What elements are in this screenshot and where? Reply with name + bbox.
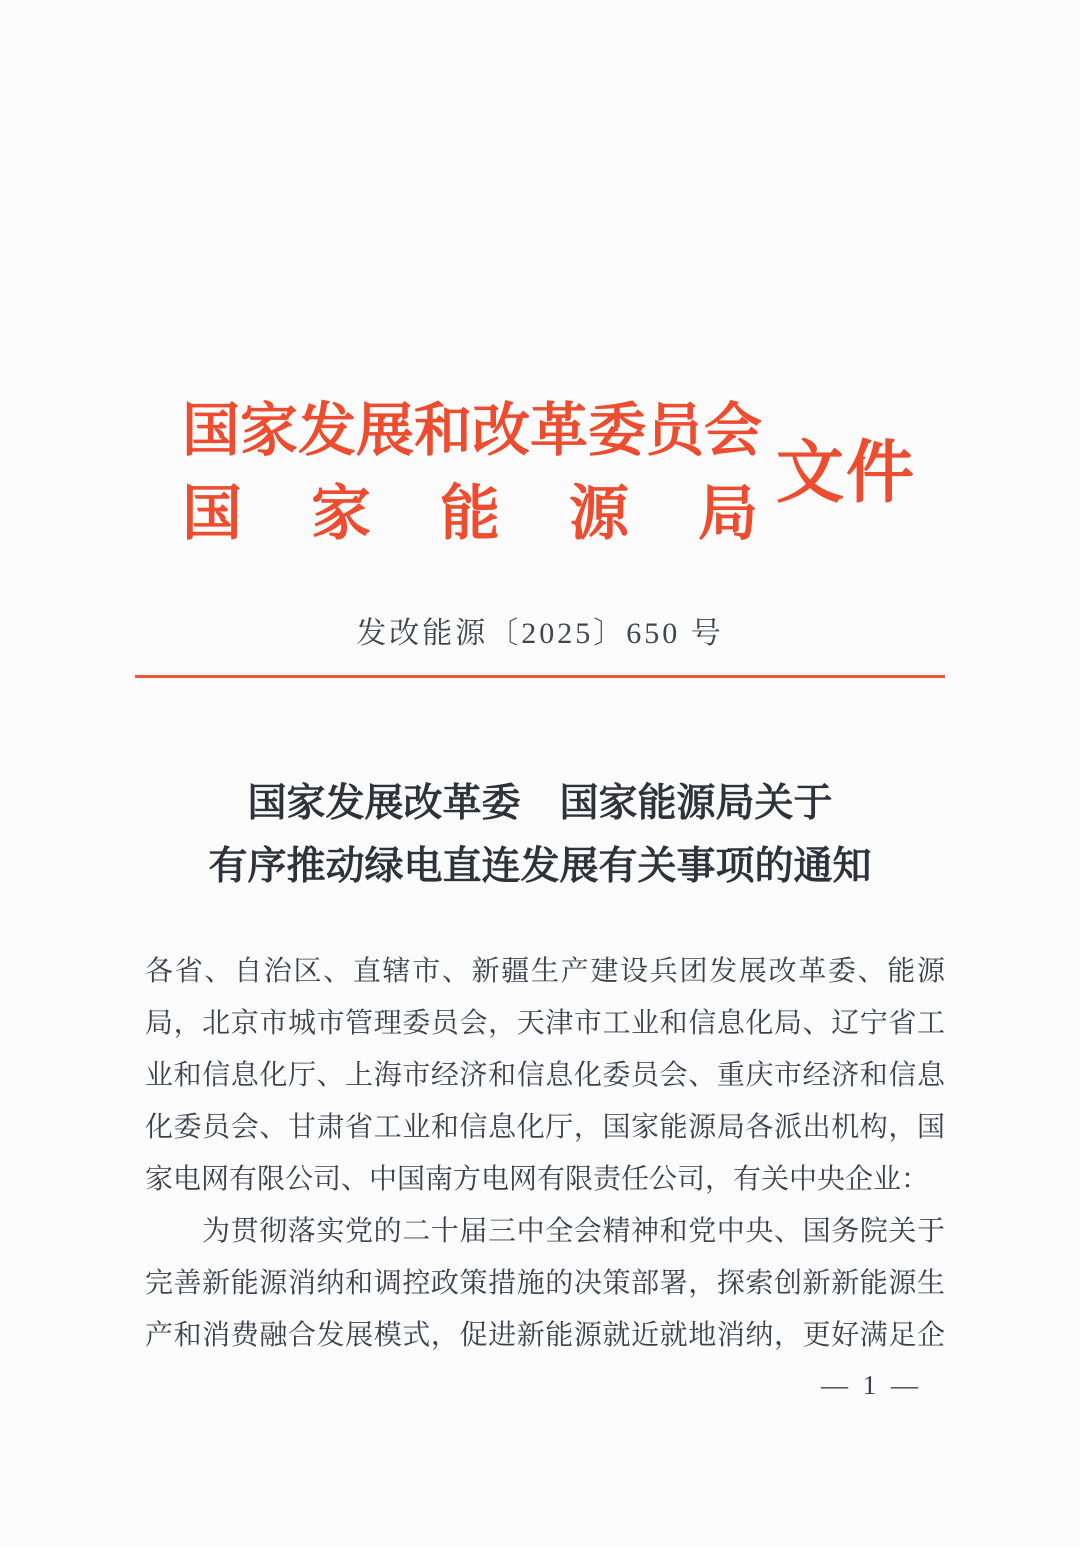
body-paragraph-line: 为贯彻落实党的二十届三中全会精神和党中央、国务院关于: [202, 1216, 945, 1247]
agency-name-line2: 国家能源局: [182, 481, 827, 547]
recipient-line: 局，北京市城市管理委员会，天津市工业和信息化局、辽宁省工: [145, 1008, 945, 1039]
doc-type-label: 文件: [776, 435, 917, 511]
recipient-line: 各省、自治区、直辖市、新疆生产建设兵团发展改革委、能源: [145, 956, 945, 987]
doc-body: [145, 946, 945, 1362]
recipient-line: 化委员会、甘肃省工业和信息化厅，国家能源局各派出机构，国: [145, 1112, 945, 1143]
body-paragraph-line: 产和消费融合发展模式，促进新能源就近就地消纳，更好满足企: [145, 1320, 945, 1351]
agency-name-line1: 国家发展和改革委员会: [182, 398, 763, 463]
body-paragraph-line: 完善新能源消纳和调控政策措施的决策部署，探索创新新能源生: [145, 1268, 945, 1299]
recipient-line: 业和信息化厅、上海市经济和信息化委员会、重庆市经济和信息: [145, 1060, 945, 1091]
doc-title-line2: 有序推动绿电直连发展有关事项的通知: [208, 845, 872, 888]
red-divider-line: [135, 675, 945, 678]
page-number: — 1 —: [821, 1370, 922, 1400]
recipient-line: 家电网有限公司、中国南方电网有限责任公司，有关中央企业：: [145, 1164, 930, 1195]
doc-title-line1: 国家发展改革委 国家能源局关于: [247, 782, 833, 825]
doc-title: [140, 772, 940, 898]
doc-reference-number: 发改能源〔2025〕650 号: [356, 617, 724, 650]
